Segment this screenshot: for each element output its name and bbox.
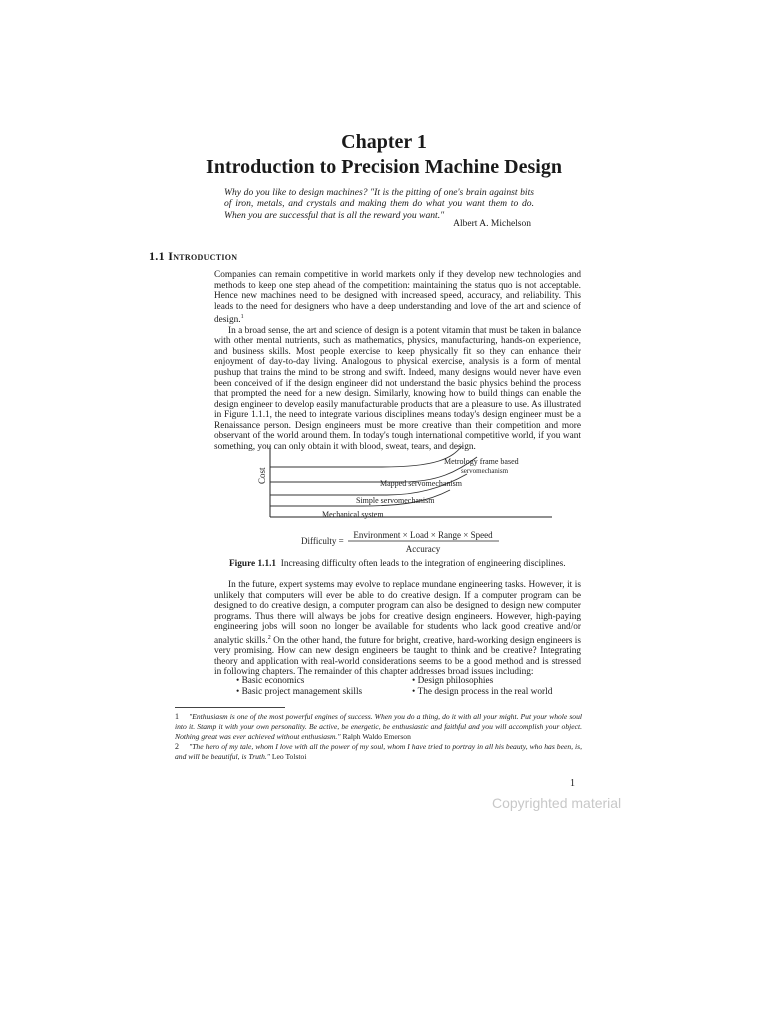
bullet-text: The design process in the real world (417, 687, 553, 697)
bullet-column-left (236, 676, 362, 698)
section-number: 1.1 (149, 249, 165, 263)
figure-difficulty-cost (252, 440, 592, 560)
footnote-mark: 2 (175, 742, 179, 751)
list-item (412, 676, 552, 687)
label-simple: Simple servomechanism (356, 496, 435, 505)
footnote-source: Leo Tolstoi (271, 752, 307, 761)
footnote-2 (175, 742, 582, 762)
footnote-ref-2: 2 (267, 634, 271, 641)
copyright-watermark: Copyrighted material (492, 795, 622, 811)
footnote-1 (175, 712, 582, 742)
formula-lhs: Difficulty = (301, 536, 344, 546)
epigraph-author: Albert A. Michelson (453, 219, 531, 229)
epigraph-quote: Why do you like to design machines? "It is the pitting of one's brain against bits of iron, metals, and crystals and making them do what you want them to do. When you are successful that is all the reward you want." (224, 187, 534, 221)
curve-metrology (270, 446, 462, 467)
bullet-text: Basic project management skills (241, 687, 363, 697)
paragraph-1: Companies can remain competitive in world markets only if they develop new technologies and methods to keep one step ahead of the competition: maintaining the status quo is not acceptable. Hence new machines need to be designed with increased speed, accuracy, and reliability. This leads to the need for designers who have a deep understanding and love of the art and science of design. (214, 270, 581, 326)
footnote-mark: 1 (175, 712, 179, 721)
bullet-icon: • (412, 687, 416, 697)
chapter-title: Introduction to Precision Machine Design (206, 156, 562, 178)
label-metrology-1: Metrology frame based (444, 457, 519, 466)
formula-denominator: Accuracy (405, 544, 441, 554)
footnote-ref-1: 1 (240, 314, 244, 321)
section-title: Introduction (168, 249, 238, 263)
footnote-source: Ralph Waldo Emerson (342, 732, 411, 741)
formula-numerator: Environment × Load × Range × Speed (353, 530, 493, 540)
figure-caption (229, 559, 589, 569)
list-item (412, 687, 552, 698)
footnote-text: "Enthusiasm is one of the most powerful engines of success. When you do a thing, do it with all your might. Put your whole soul into it. Stamp it with your own personality. Be active, be energetic, be enthusiastic and faithful and you will accomplish your object. Nothing great was ever achieved without enthusiasm." (175, 712, 582, 741)
bullet-text: Design philosophies (417, 676, 494, 686)
list-item (236, 676, 362, 687)
y-axis-label: Cost (257, 467, 267, 484)
figure-caption-text: Increasing difficulty often leads to the integration of engineering disciplines. (280, 559, 566, 569)
section-heading (149, 249, 237, 264)
paragraph-2: In a broad sense, the art and science of design is a potent vitamin that must be taken in balance with other mental nutrients, such as mathematics, physics, manufacturing, hands-on experience, and business skills. Most people exercise to keep physically fit so they can enhance their enjoyment of day-to-day living. Analogous to physical exercise, analysis is a form of mental pushup that trains the mind to be strong and swift. Indeed, many designs would never have even been conceived of if the design engineer did not understand the basic physics behind the process that prompted the need for a new design. Similarly, knowing how to build things can enable the design engineer to develop easily manufacturable products that are a pleasure to use. As illustrated in Figure 1.1.1, the need to integrate various disciplines means today's design engineer must be a Renaissance person. Design engineers must be more creative than their competition and more observant of the world around them. In today's tough international competitive world, if you want something, you can only obtain it with blood, sweat, tears, and design. (214, 325, 581, 452)
intro-body-text (214, 270, 581, 452)
bullet-icon: • (236, 676, 240, 686)
paragraph-3b: On the other hand, the future for bright, creative, hard-working design engineers is very promising. How can new design engineers be taught to think and be creative? Integrating theory and application with real-world considerations seems to be a good method and is stressed in following chapters. The remainder of this chapter addresses broad issues including: (214, 635, 581, 678)
label-mechanical: Mechanical system (322, 510, 384, 519)
figure-graph (252, 440, 592, 560)
bullet-icon: • (412, 676, 416, 686)
page-number: 1 (570, 778, 575, 789)
footnote-text: "The hero of my tale, whom I love with all the power of my soul, whom I have tried to portray in all his beauty, who has been, is, and will be beautiful, is Truth." (175, 742, 582, 761)
bullet-column-right (412, 676, 552, 698)
footnotes (175, 712, 582, 762)
paragraph-3a: In the future, expert systems may evolve to replace mundane engineering tasks. However, it is unlikely that computers will ever be able to do creative design. If a computer program can be designed to do creative design, a computer program can also be designed to design new computer programs. Thus there will always be jobs for creative design engineers. However, high-paying engineering jobs will soon no longer be available for students who lack good creative and/or analytic skills. (214, 580, 581, 646)
future-paragraph (214, 580, 581, 678)
label-mapped: Mapped servomechanism (380, 479, 462, 488)
label-metrology-2: servomechanism (461, 467, 509, 475)
list-item (236, 687, 362, 698)
chapter-number: Chapter 1 (341, 131, 427, 153)
bullet-icon: • (236, 687, 240, 697)
figure-caption-label: Figure 1.1.1 (229, 559, 277, 569)
bullet-text: Basic economics (241, 676, 305, 686)
footnote-divider (175, 707, 285, 708)
